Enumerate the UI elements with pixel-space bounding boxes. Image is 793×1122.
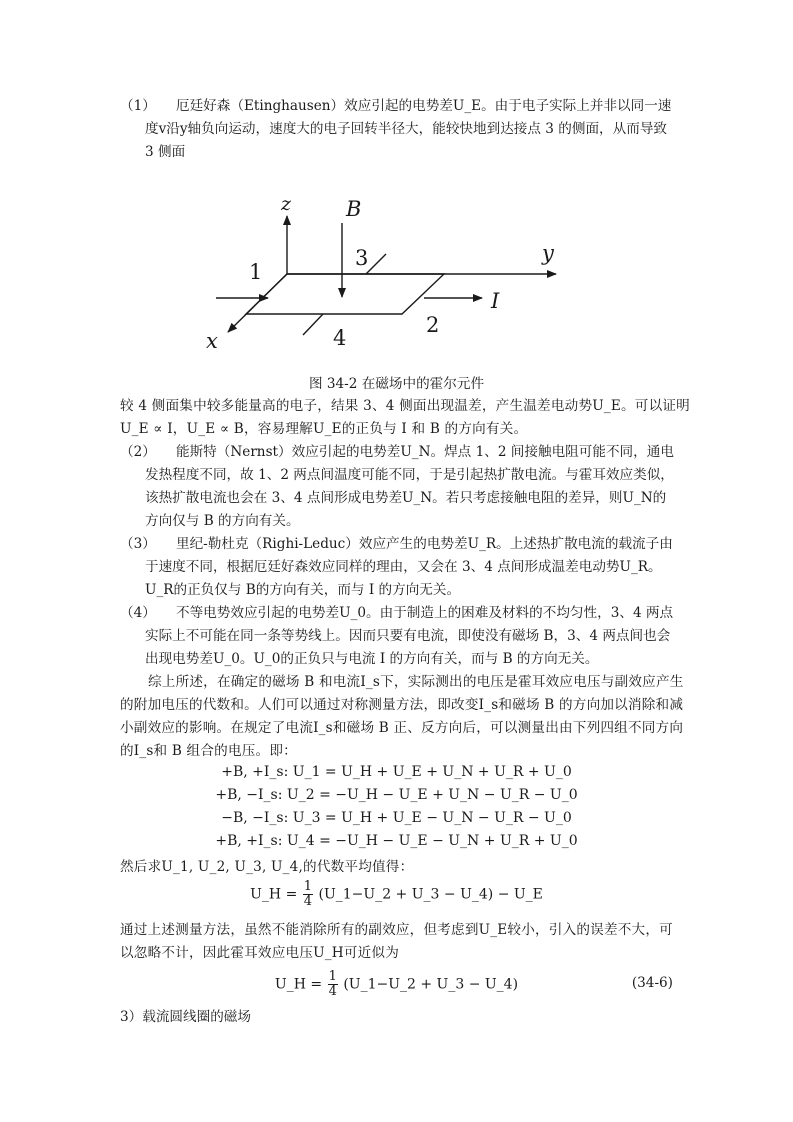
fraction bbox=[303, 880, 313, 909]
equation-line: +B, +I_s: U_4 = −U_H − U_E − U_N + U_R + U_0 bbox=[215, 833, 578, 849]
final-formula bbox=[0, 970, 793, 999]
formula-rhs: (U_1−U_2 + U_3 − U_4) − U_E bbox=[318, 886, 543, 903]
list-item-unequal-potential bbox=[120, 602, 676, 671]
paragraph-line: 较 4 侧面集中较多能量高的电子，结果 3、4 侧面出现温差，产生温差电动势U_E。可以证明 bbox=[120, 398, 690, 414]
list-item-etinghausen bbox=[120, 95, 676, 164]
item-number: （1） bbox=[120, 98, 156, 114]
item-number: （2） bbox=[120, 444, 156, 460]
paragraph-line: 然后求U_1, U_2, U_3, U_4,的代数平均值得： bbox=[120, 859, 414, 875]
item-text: 能斯特（Nernst）效应引起的电势差U_N。焊点 1、2 间接触电阻可能不同，通电发热程度不同，故 1、2 两点间温度可能不同，于是引起热扩散电流。与霍耳效应类似，该热扩散电流也会在 3、4 点间形成电势差U_N。若只考虑接触电阻的差异，则U_N的方向仅与 B 的方向有关。 bbox=[145, 444, 674, 529]
item-text: 里纪-勒杜克（Righi-Leduc）效应产生的电势差U_R。上述热扩散电流的载流子由于速度不同，根据厄廷好森效应同样的理由，又会在 3、4 点间形成温差电动势U_R。U_R的正负仅与 B的方向有关，而与 I 的方向无关。 bbox=[145, 536, 673, 598]
figure-caption: 图 34-2 在磁场中的霍尔元件 bbox=[308, 376, 485, 392]
label-1: 1 bbox=[249, 260, 263, 284]
label-y: y bbox=[542, 241, 554, 265]
list-item-nernst bbox=[120, 441, 676, 533]
fraction bbox=[328, 970, 338, 999]
label-I: I bbox=[491, 289, 500, 313]
list-item-righi-leduc bbox=[120, 533, 676, 602]
label-z: z bbox=[281, 193, 292, 215]
label-B: B bbox=[346, 197, 362, 221]
fraction-numerator: 1 bbox=[303, 879, 313, 894]
fraction-denominator: 4 bbox=[303, 894, 313, 909]
item-number: （4） bbox=[120, 605, 156, 621]
label-x: x bbox=[206, 329, 218, 353]
equation-number: (34-6) bbox=[631, 975, 673, 991]
equation-line: −B, −I_s: U_3 = U_H + U_E − U_N − U_R − U_0 bbox=[221, 810, 572, 826]
paragraph-line: 通过上述测量方法，虽然不能消除所有的副效应，但考虑到U_E较小，引入的误差不大，可 bbox=[120, 922, 673, 938]
paragraph-line: 的附加电压的代数和。人们可以通过对称测量方法，即改变I_s和磁场 B 的方向加以消除和减 bbox=[120, 697, 684, 713]
lead-4 bbox=[303, 314, 323, 335]
label-3: 3 bbox=[355, 246, 369, 270]
label-4: 4 bbox=[333, 326, 347, 350]
equation-line: +B, +I_s: U_1 = U_H + U_E + U_N + U_R + U_0 bbox=[221, 764, 572, 780]
item-number: （3） bbox=[120, 536, 156, 552]
formula-lhs: U_H = bbox=[274, 976, 323, 993]
average-formula bbox=[0, 880, 793, 909]
formula-lhs: U_H = bbox=[250, 886, 298, 903]
paragraph-line: 的I_s和 B 组合的电压。即： bbox=[120, 743, 297, 759]
lead-3 bbox=[366, 254, 386, 274]
paragraph-line: 以忽略不计，因此霍耳效应电压U_H可近似为 bbox=[120, 945, 399, 961]
paragraph-line: 综上所述，在确定的磁场 B 和电流I_s下，实际测出的电压是霍耳效应电压与副效应产生 bbox=[148, 674, 684, 690]
equation-line: +B, −I_s: U_2 = −U_H − U_E + U_N − U_R − U_0 bbox=[215, 787, 578, 803]
hall-element-figure bbox=[0, 190, 793, 390]
paragraph-line: 小副效应的影响。在规定了电流I_s和磁场 B 正、反方向后，可以测量出由下列四组不同方向 bbox=[120, 720, 684, 736]
label-2: 2 bbox=[426, 313, 440, 337]
formula-rhs: (U_1−U_2 + U_3 − U_4) bbox=[343, 976, 519, 993]
section-heading: 3）载流圆线圈的磁场 bbox=[120, 1009, 251, 1025]
fraction-denominator: 4 bbox=[328, 984, 337, 999]
fraction-numerator: 1 bbox=[328, 969, 337, 984]
item-text: 不等电势效应引起的电势差U_0。由于制造上的困难及材料的不均匀性，3、4 两点实际上不可能在同一条等势线上。因而只要有电流，即使没有磁场 B，3、4 两点间也会出现电势差U_0。U_0的正负只与电流 I 的方向有关，而与 B 的方向无关。 bbox=[145, 605, 674, 667]
item-text: 厄廷好森（Etinghausen）效应引起的电势差U_E。由于电子实际上并非以同一速度v沿y轴负向运动，速度大的电子回转半径大，能较快地到达接点 3 的侧面，从而导致 3 侧面 bbox=[145, 98, 672, 160]
paragraph-line: U_E ∝ I，U_E ∝ B，容易理解U_E的正负与 I 和 B 的方向有关。 bbox=[120, 421, 528, 437]
hall-plate bbox=[246, 274, 444, 314]
